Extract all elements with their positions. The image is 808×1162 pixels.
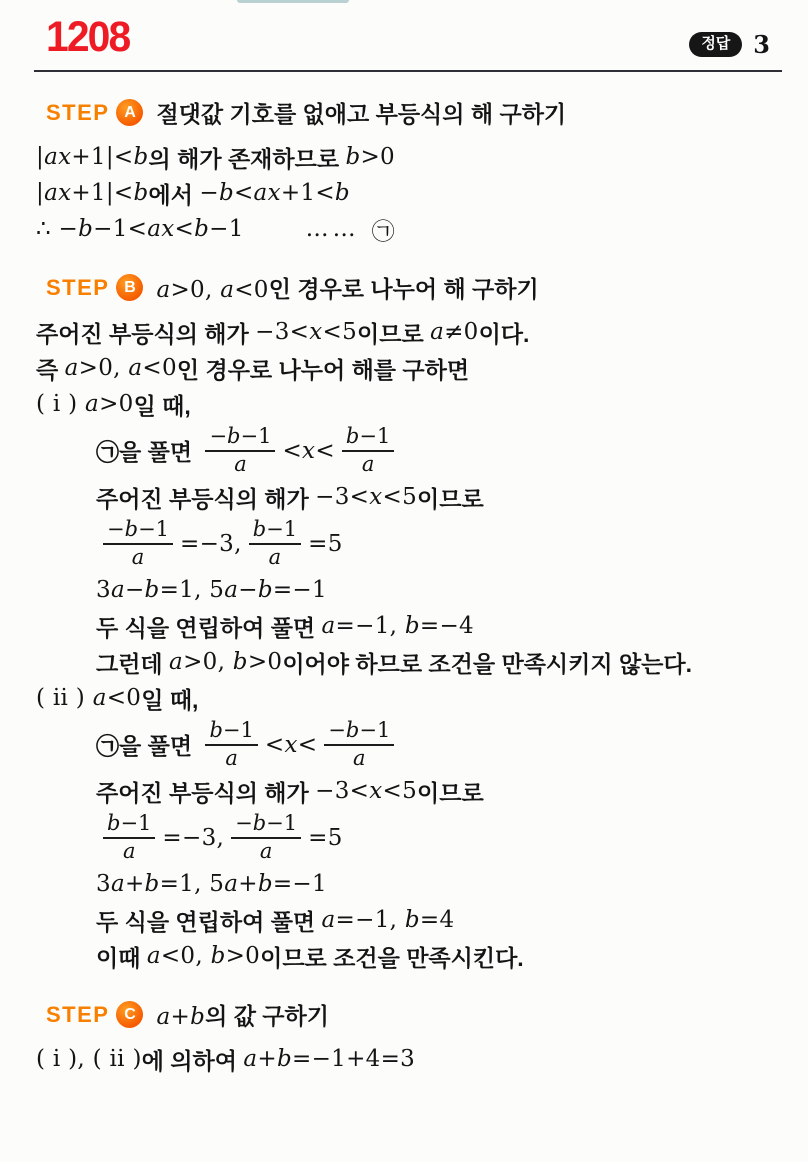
solution-line: [34, 680, 782, 716]
math-expression: =−3,: [180, 530, 242, 557]
step-b-badge-icon: B: [116, 274, 143, 301]
solution-line: [34, 139, 782, 175]
solution-line: [34, 773, 782, 809]
fraction: [324, 719, 394, 770]
korean-text: 일 때,: [133, 392, 191, 419]
ellipsis-dots: ……: [305, 216, 360, 243]
divider: [34, 70, 782, 72]
math-expression: a>0, b>0: [169, 649, 283, 676]
solution-line: [34, 902, 782, 938]
step-a-heading: [46, 96, 782, 129]
fraction-denominator: a: [234, 451, 247, 476]
korean-text: 이므로: [417, 485, 484, 512]
step-a-section: [34, 96, 782, 247]
fraction: [231, 812, 301, 863]
math-expression: 3a+b=1, 5a+b=−1: [96, 871, 327, 898]
solution-line: [34, 479, 782, 515]
step-a-badge-icon: A: [116, 99, 143, 126]
fraction-numerator: −b−1: [324, 719, 394, 746]
answer-badge: 정답: [689, 32, 742, 57]
solution-line: [34, 350, 782, 386]
step-a-lines: [34, 139, 782, 247]
step-c-section: [34, 998, 782, 1077]
solution-line: [34, 386, 782, 422]
fraction: [103, 812, 155, 863]
fraction-denominator: a: [268, 544, 282, 569]
math-expression: <x<: [264, 731, 318, 758]
fraction-numerator: b−1: [342, 425, 394, 452]
step-c-heading: [46, 998, 782, 1031]
korean-text: 주어진 부등식의 해가: [96, 779, 316, 806]
answer-area: [689, 30, 782, 59]
answer-value: 3: [753, 30, 770, 59]
solution-line: [34, 644, 782, 680]
math-expression: |ax+1|<b: [36, 144, 149, 171]
fraction-denominator: a: [131, 544, 145, 569]
solution-line: [34, 1041, 782, 1077]
korean-text: 의 해가 존재하므로: [148, 145, 346, 172]
math-expression: a+b: [156, 1004, 206, 1031]
step-b-section: [34, 271, 782, 974]
solution-line: [34, 938, 782, 974]
fraction-numerator: b−1: [205, 719, 257, 746]
korean-text: 이때: [96, 944, 147, 971]
math-expression: <x<: [282, 437, 335, 464]
math-expression: ( i ) a>0: [36, 391, 134, 418]
math-expression: −b<ax+1<b: [199, 180, 350, 207]
solution-line: [34, 422, 782, 479]
math-expression: a≠0: [430, 319, 479, 346]
math-expression: 3a−b=1, 5a−b=−1: [96, 577, 327, 604]
scan-artifact: [237, 0, 349, 3]
korean-text: 이다.: [478, 320, 530, 347]
fraction-denominator: a: [122, 838, 136, 863]
header: [34, 14, 782, 61]
fraction: [103, 518, 173, 569]
korean-text: 인 경우로 나누어 해 구하기: [268, 276, 539, 303]
fraction-numerator: −b−1: [205, 425, 275, 452]
step-a-title: [156, 96, 566, 129]
math-expression: =5: [308, 530, 343, 557]
korean-text: ㉠을 풀면: [96, 733, 199, 760]
korean-text: 이어야 하므로 조건을 만족시키지 않는다.: [282, 650, 693, 677]
fraction: [205, 425, 275, 476]
korean-text: 이므로 조건을 만족시킨다.: [260, 944, 524, 971]
step-b-heading: [46, 271, 782, 304]
korean-text: 두 식을 연립하여 풀면: [96, 908, 322, 935]
step-c-title: [156, 998, 329, 1031]
korean-text: 주어진 부등식의 해가: [96, 485, 316, 512]
fraction: [342, 425, 394, 476]
korean-text: 이므로: [417, 779, 484, 806]
math-expression: a>0, a<0: [64, 355, 177, 382]
solution-line: [34, 809, 782, 866]
math-expression: −3<x<5: [255, 319, 358, 346]
step-label: STEP: [46, 274, 110, 300]
solution-line: [34, 515, 782, 572]
korean-text: 인 경우로 나누어 해를 구하면: [176, 356, 470, 383]
fraction: [205, 719, 257, 770]
math-expression: |ax+1|<b: [36, 180, 149, 207]
korean-text: 이므로: [357, 320, 431, 347]
math-expression: −3<x<5: [315, 778, 418, 805]
korean-text: 주어진 부등식의 해가: [36, 320, 256, 347]
solution-line: [34, 211, 782, 247]
korean-text: ㉠을 풀면: [96, 439, 199, 466]
fraction-denominator: a: [353, 745, 366, 770]
korean-text: 에서: [148, 181, 200, 208]
math-expression: =−3,: [162, 824, 225, 851]
math-expression: ( ii ) a<0: [36, 685, 142, 712]
fraction-denominator: a: [361, 451, 375, 476]
step-label: STEP: [46, 1001, 110, 1027]
math-expression: a>0, a<0: [156, 277, 269, 304]
solution-line: [34, 866, 782, 902]
math-expression: ∴ −b−1<ax<b−1: [36, 216, 244, 243]
solution-line: [34, 608, 782, 644]
fraction: [249, 518, 301, 569]
solution-line: [34, 572, 782, 608]
fraction-numerator: b−1: [103, 812, 155, 839]
math-expression: ( i ), ( ii ): [36, 1046, 142, 1073]
step-c-badge-icon: C: [116, 1001, 143, 1028]
korean-text: 그런데: [96, 650, 170, 677]
math-expression: a=−1, b=−4: [321, 613, 474, 640]
math-expression: a=−1, b=4: [321, 907, 455, 934]
solution-line: [34, 716, 782, 773]
fraction-denominator: a: [225, 745, 238, 770]
korean-text: 에 의하여: [141, 1047, 244, 1074]
fraction-denominator: a: [259, 838, 273, 863]
solution-line: [34, 314, 782, 350]
math-expression: b>0: [345, 144, 395, 171]
reference-mark: ㉠: [371, 218, 395, 245]
math-expression: a+b=−1+4=3: [243, 1046, 416, 1073]
math-expression: =5: [308, 824, 343, 851]
korean-text: 즉: [36, 356, 65, 383]
fraction-numerator: −b−1: [231, 812, 301, 839]
solution-line: [34, 175, 782, 211]
korean-text: 절댓값 기호를 없애고 부등식의 해 구하기: [156, 101, 567, 128]
korean-text: 두 식을 연립하여 풀면: [96, 614, 322, 641]
step-c-lines: [34, 1041, 782, 1077]
math-expression: a<0, b>0: [146, 943, 261, 970]
math-expression: −3<x<5: [315, 484, 418, 511]
fraction-numerator: b−1: [249, 518, 301, 545]
step-b-lines: [34, 314, 782, 974]
problem-number: 1208: [46, 13, 130, 61]
korean-text: 일 때,: [141, 686, 199, 713]
fraction-numerator: −b−1: [103, 518, 173, 545]
korean-text: 의 값 구하기: [205, 1003, 329, 1030]
step-b-title: [156, 271, 538, 304]
step-label: STEP: [46, 99, 110, 125]
